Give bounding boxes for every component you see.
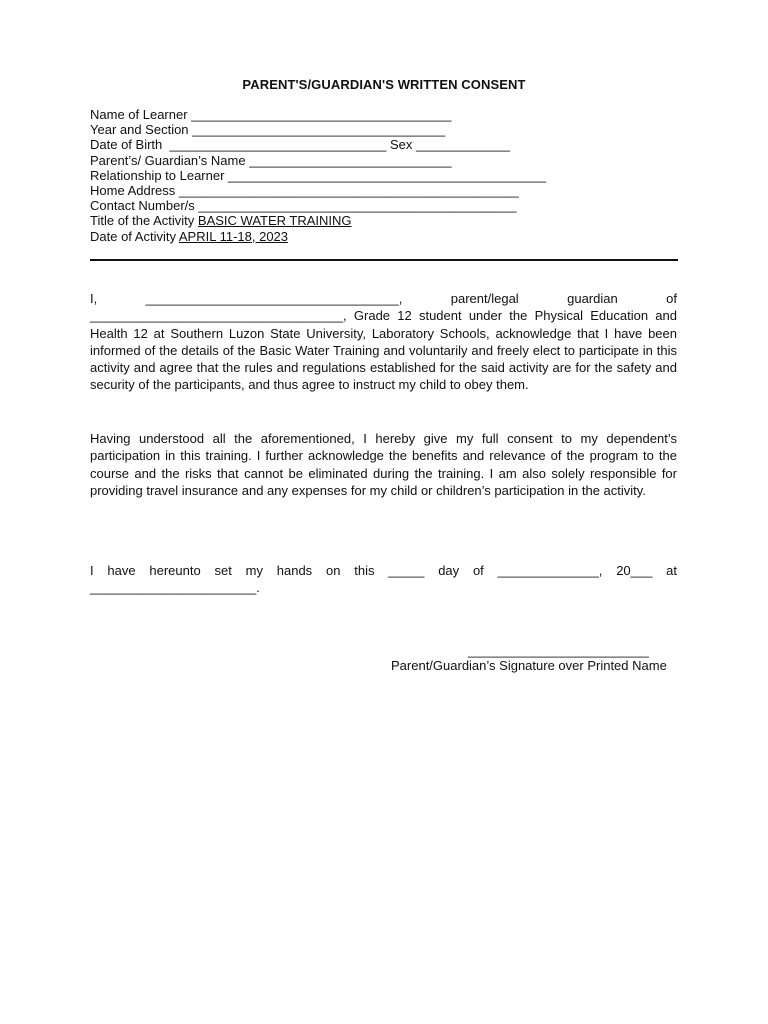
home-address-field: Home Address _______________________________________________ <box>90 183 519 199</box>
consent-paragraph-1 <box>90 290 677 394</box>
signature-caption: Parent/Guardian’s Signature over Printed Name <box>391 658 667 673</box>
activity-title-label: Title of the Activity <box>90 213 198 229</box>
learner-name-field: Name of Learner ____________________________________ <box>90 107 452 122</box>
activity-date-label: Date of Activity <box>90 228 179 244</box>
activity-date-value: APRIL 11-18, 2023 <box>178 228 289 244</box>
guardian-name-field: Parent’s/ Guardian’s Name ____________________________ <box>90 152 452 168</box>
consent-paragraph-1-body: ___________________________________, Grade 12 student under the Physical Education and Health 12 at Southern Luzon State University, Laboratory Schools, acknowledge that I have been informed of the details of the Basic Water Training and voluntarily and freely elect to participate in this activity and agree that the rules and regulations established for the said activity are for the safety and security of the participants, and thus agree to instruct my child to obey them. <box>90 308 677 393</box>
contact-number-field: Contact Number/s ____________________________________________ <box>90 198 517 214</box>
activity-title-value: BASIC WATER TRAINING <box>197 213 352 229</box>
horizontal-divider <box>90 259 678 261</box>
relationship-field: Relationship to Learner ____________________________________________ <box>90 167 547 183</box>
consent-paragraph-2: Having understood all the aforementioned, I hereby give my full consent to my dependent’s participation in this training. I further acknowledge the benefits and relevance of the program to the course and the risks that cannot be eliminated during the training. I am also solely responsible for providing travel insurance and any expenses for my child or children’s participation in the activity. <box>90 431 677 498</box>
date-of-birth-sex-field: Date of Birth ______________________________ Sex _____________ <box>90 137 510 153</box>
signature-line: _________________________ <box>468 643 649 658</box>
learner-details-fields <box>90 107 546 244</box>
activity-title-field <box>90 213 546 228</box>
consent-paragraph-1-first-line: I, ___________________________________, parent/legal guardian of <box>90 291 677 306</box>
year-section-field: Year and Section ___________________________________ <box>90 122 446 138</box>
consent-paragraph-3: I have hereunto set my hands on this _____ day of ______________, 20___ at _______________________. <box>90 563 677 596</box>
activity-date-field <box>90 229 546 244</box>
page-title: PARENT'S/GUARDIAN'S WRITTEN CONSENT <box>242 77 526 92</box>
